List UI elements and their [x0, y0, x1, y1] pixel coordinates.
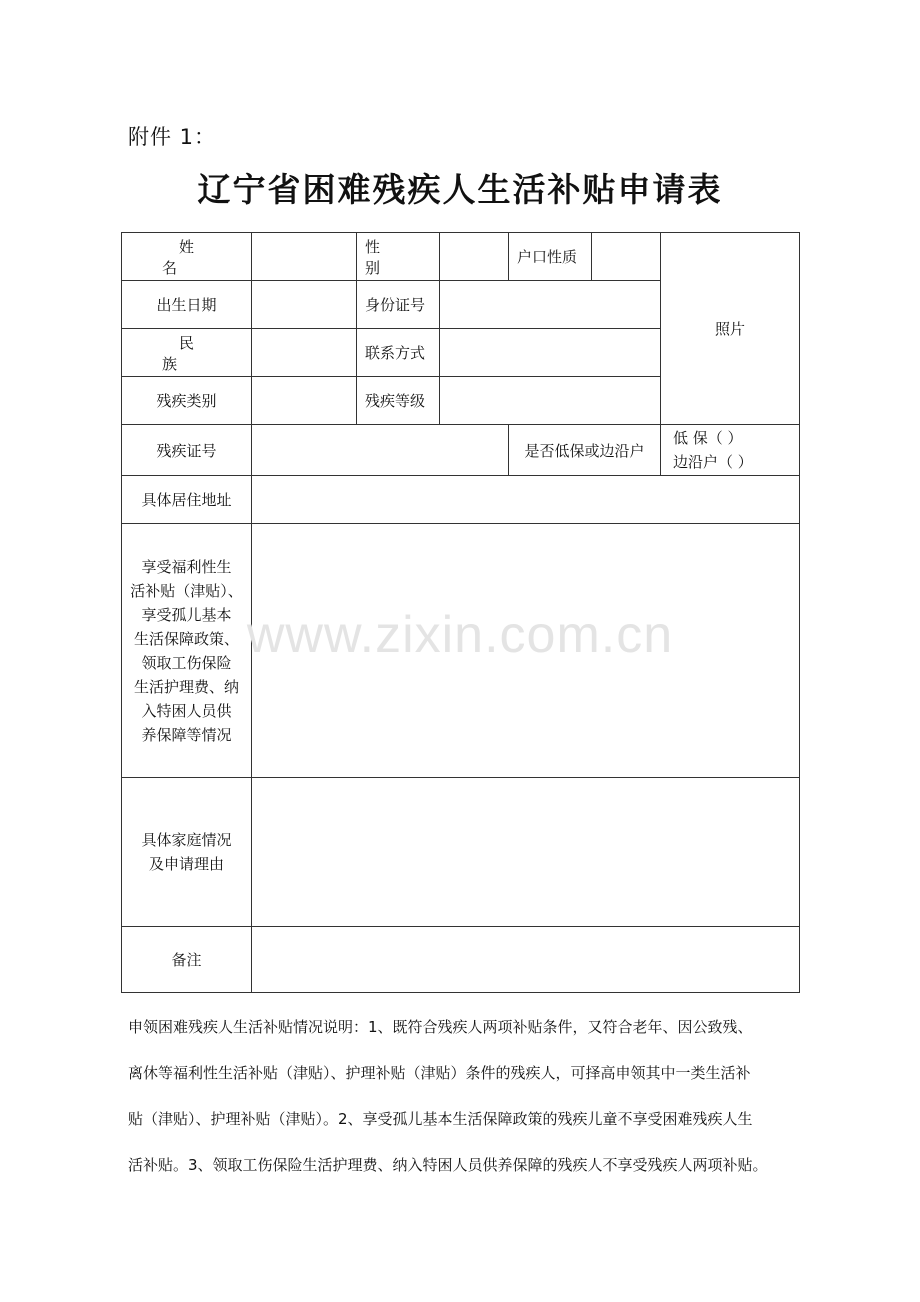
watermark-text: www.zixin.com.cn — [246, 606, 674, 664]
benefits-label-line: 活补贴（津贴）、 — [130, 581, 243, 600]
family-situation-label — [122, 778, 252, 927]
photo-box[interactable]: 照片 — [661, 233, 800, 425]
benefits-field[interactable] — [252, 524, 800, 778]
remarks-label: 备注 — [122, 927, 252, 993]
ethnicity-label: 民 族 — [122, 329, 252, 377]
disability-cert-label: 残疾证号 — [122, 425, 252, 476]
address-field[interactable] — [252, 476, 800, 524]
disability-type-label: 残疾类别 — [122, 377, 252, 425]
option-bianyan[interactable]: 边沿户（ ） — [673, 453, 753, 471]
benefits-label-line: 领取工伤保险 — [141, 653, 232, 672]
disability-level-label: 残疾等级 — [357, 377, 440, 425]
ethnicity-field[interactable] — [252, 329, 357, 377]
name-label: 姓 名 — [122, 233, 252, 281]
birth-date-field[interactable] — [252, 281, 357, 329]
application-form-table — [121, 232, 800, 993]
remarks-field[interactable] — [252, 927, 800, 993]
notes-line: 申领困难残疾人生活补贴情况说明：1、既符合残疾人两项补贴条件，又符合老年、因公致残、 — [128, 1018, 753, 1036]
disability-type-field[interactable] — [252, 377, 357, 425]
low-income-options[interactable] — [661, 425, 800, 476]
attachment-label: 附件 1： — [128, 125, 217, 149]
benefits-label-line: 享受福利性生 — [141, 557, 232, 576]
id-number-label: 身份证号 — [357, 281, 440, 329]
benefits-label-line: 养保障等情况 — [141, 725, 232, 744]
id-number-field[interactable] — [440, 281, 661, 329]
gender-label: 性 别 — [357, 233, 440, 281]
benefits-label-line: 生活保障政策、 — [133, 629, 239, 648]
hukou-label: 户口性质 — [509, 233, 592, 281]
birth-date-label: 出生日期 — [122, 281, 252, 329]
gender-field[interactable] — [440, 233, 509, 281]
name-field[interactable] — [252, 233, 357, 281]
option-dibao[interactable]: 低 保（ ） — [673, 429, 743, 447]
contact-label: 联系方式 — [357, 329, 440, 377]
family-situation-field[interactable] — [252, 778, 800, 927]
benefits-label-line: 入特困人员供 — [141, 701, 232, 720]
hukou-field[interactable] — [592, 233, 661, 281]
family-label-line: 及申请理由 — [148, 855, 224, 873]
benefits-label — [122, 524, 252, 778]
low-income-question-label: 是否低保或边沿户 — [509, 425, 661, 476]
notes-line: 贴（津贴）、护理补贴（津贴）。2、享受孤儿基本生活保障政策的残疾儿童不享受困难残疾人生 — [128, 1110, 753, 1128]
notes-paragraph — [128, 1004, 798, 1188]
disability-cert-field[interactable] — [252, 425, 509, 476]
address-label: 具体居住地址 — [122, 476, 252, 524]
family-label-line: 具体家庭情况 — [141, 831, 232, 849]
disability-level-field[interactable] — [440, 377, 661, 425]
notes-line: 离休等福利性生活补贴（津贴）、护理补贴（津贴）条件的残疾人，可择高申领其中一类生活补 — [128, 1064, 751, 1082]
form-title: 辽宁省困难残疾人生活补贴申请表 — [197, 170, 723, 209]
benefits-label-line: 生活护理费、纳 — [133, 677, 239, 696]
notes-line: 活补贴。3、领取工伤保险生活护理费、纳入特困人员供养保障的残疾人不享受残疾人两项补贴。 — [128, 1156, 768, 1174]
benefits-label-line: 享受孤儿基本 — [141, 605, 232, 624]
contact-field[interactable] — [440, 329, 661, 377]
